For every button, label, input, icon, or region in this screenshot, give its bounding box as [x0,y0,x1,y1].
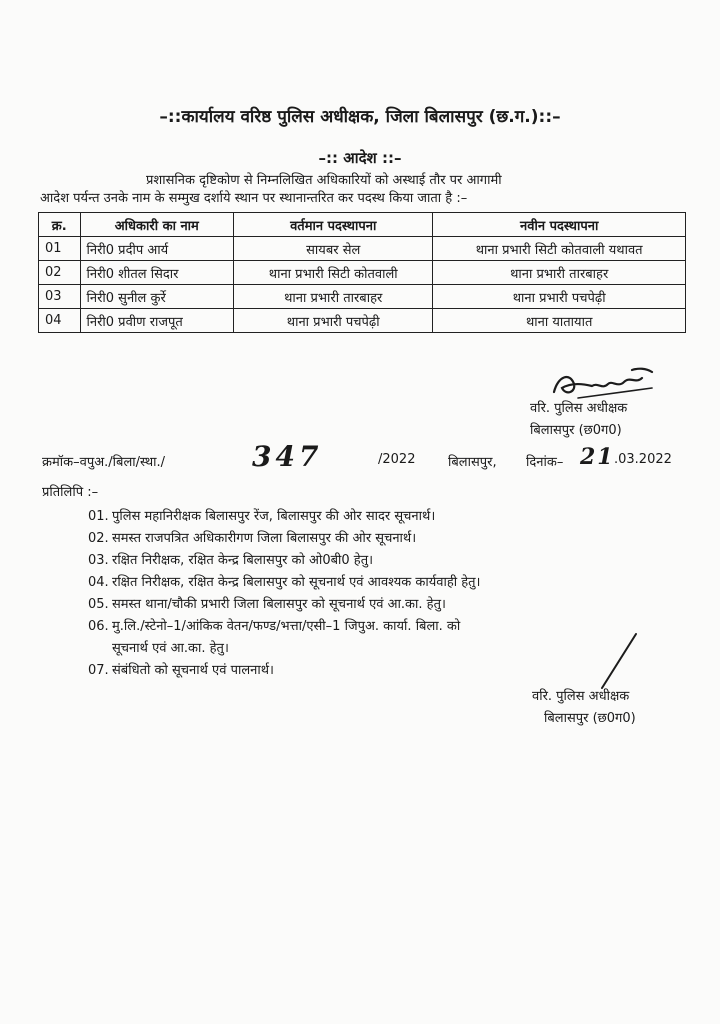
row-officer-name: निरी0 प्रदीप आर्य [80,237,234,261]
copy-to-title: प्रतिलिपि :– [42,485,99,500]
list-item-number: 03. [88,553,109,568]
row-current-posting: थाना प्रभारी पचपेढ़ी [234,309,433,333]
row-serial: 02 [39,261,81,285]
table-row [39,285,686,309]
reference-number: 347 [252,440,323,473]
header-officer-name: अधिकारी का नाम [80,213,234,237]
table-header-row [39,213,686,237]
list-item-text: रक्षित निरीक्षक, रक्षित केन्द्र बिलासपुर को सूचनार्थ एवं आवश्यक कार्यवाही हेतु। [112,575,481,590]
reference-date-day: 21 [580,444,615,470]
table-row [39,309,686,333]
list-item [88,550,648,572]
header-current-posting: वर्तमान पदस्थापना [234,213,433,237]
row-officer-name: निरी0 प्रवीण राजपूत [80,309,234,333]
list-item-number: 04. [88,575,109,590]
reference-date-rest: .03.2022 [614,452,672,467]
row-serial: 03 [39,285,81,309]
signature-block-bottom [532,686,636,730]
list-item-number: 01. [88,509,109,524]
row-current-posting: थाना प्रभारी तारबाहर [234,285,433,309]
list-item-number: 06. [88,619,109,634]
row-serial: 01 [39,237,81,261]
list-item-text: समस्त राजपत्रित अधिकारीगण जिला बिलासपुर की ओर सूचनार्थ। [112,531,417,546]
order-heading: –:: आदेश ::– [318,149,402,167]
signature-designation: वरि. पुलिस अधीक्षक [530,401,628,416]
reference-prefix: क्रमॉक–वपुअ./बिला/स्था./ [42,455,165,470]
row-new-posting: थाना प्रभारी तारबाहर [433,261,686,285]
row-new-posting: थाना यातायात [433,309,686,333]
copy-to-list [88,506,648,682]
list-item [88,528,648,550]
header-serial: क्र. [39,213,81,237]
intro-line-2: आदेश पर्यन्त उनके नाम के सम्मुख दर्शाये स्थान पर स्थानान्तरित कर पदस्थ किया जाता है :– [40,191,468,206]
signature-location: बिलासपुर (छ0ग0) [544,711,636,726]
signature-designation: वरि. पुलिस अधीक्षक [532,689,630,704]
transfer-table [38,212,686,333]
row-serial: 04 [39,309,81,333]
row-current-posting: थाना प्रभारी सिटी कोतवाली [234,261,433,285]
row-current-posting: सायबर सेल [234,237,433,261]
intro-line-1: प्रशासनिक दृष्टिकोण से निम्नलिखित अधिकारियों को अस्थाई तौर पर आगामी [146,173,502,188]
list-item-text: संबंधितो को सूचनार्थ एवं पालनार्थ। [112,663,274,678]
list-item-text: रक्षित निरीक्षक, रक्षित केन्द्र बिलासपुर को ओ0बी0 हेतु। [112,553,374,568]
list-item-number: 05. [88,597,109,612]
row-officer-name: निरी0 सुनील कुर्रे [80,285,234,309]
list-item-number: 02. [88,531,109,546]
row-officer-name: निरी0 शीतल सिदार [80,261,234,285]
signature-location: बिलासपुर (छ0ग0) [530,423,622,438]
reference-year: /2022 [378,452,416,467]
table-row [39,261,686,285]
signature-block-top [530,398,627,442]
row-new-posting: थाना प्रभारी पचपेढ़ी [433,285,686,309]
row-new-posting: थाना प्रभारी सिटी कोतवाली यथावत [433,237,686,261]
signature-stroke-bottom [596,630,640,692]
office-title: –::कार्यालय वरिष्ठ पुलिस अधीक्षक, जिला बिलासपुर (छ.ग.)::– [159,107,561,127]
list-item-number: 07. [88,663,109,678]
list-item [88,660,648,682]
list-item [88,594,648,616]
list-item [88,572,648,594]
reference-place: बिलासपुर, [448,455,497,470]
list-item-text: मु.लि./स्टेनो–1/आंकिक वेतन/फण्ड/भत्ता/एसी–1 जिपुअ. कार्या. बिला. को [112,619,461,634]
header-new-posting: नवीन पदस्थापना [433,213,686,237]
table-row [39,237,686,261]
list-item [88,506,648,528]
list-item-continuation: सूचनार्थ एवं आ.का. हेतु। [112,641,229,656]
list-item-text: पुलिस महानिरीक्षक बिलासपुर रेंज, बिलासपुर की ओर सादर सूचनार्थ। [112,509,436,524]
reference-date-label: दिनांक– [526,455,564,470]
list-item-text: समस्त थाना/चौकी प्रभारी जिला बिलासपुर को सूचनार्थ एवं आ.का. हेतु। [112,597,446,612]
list-item [88,616,648,660]
